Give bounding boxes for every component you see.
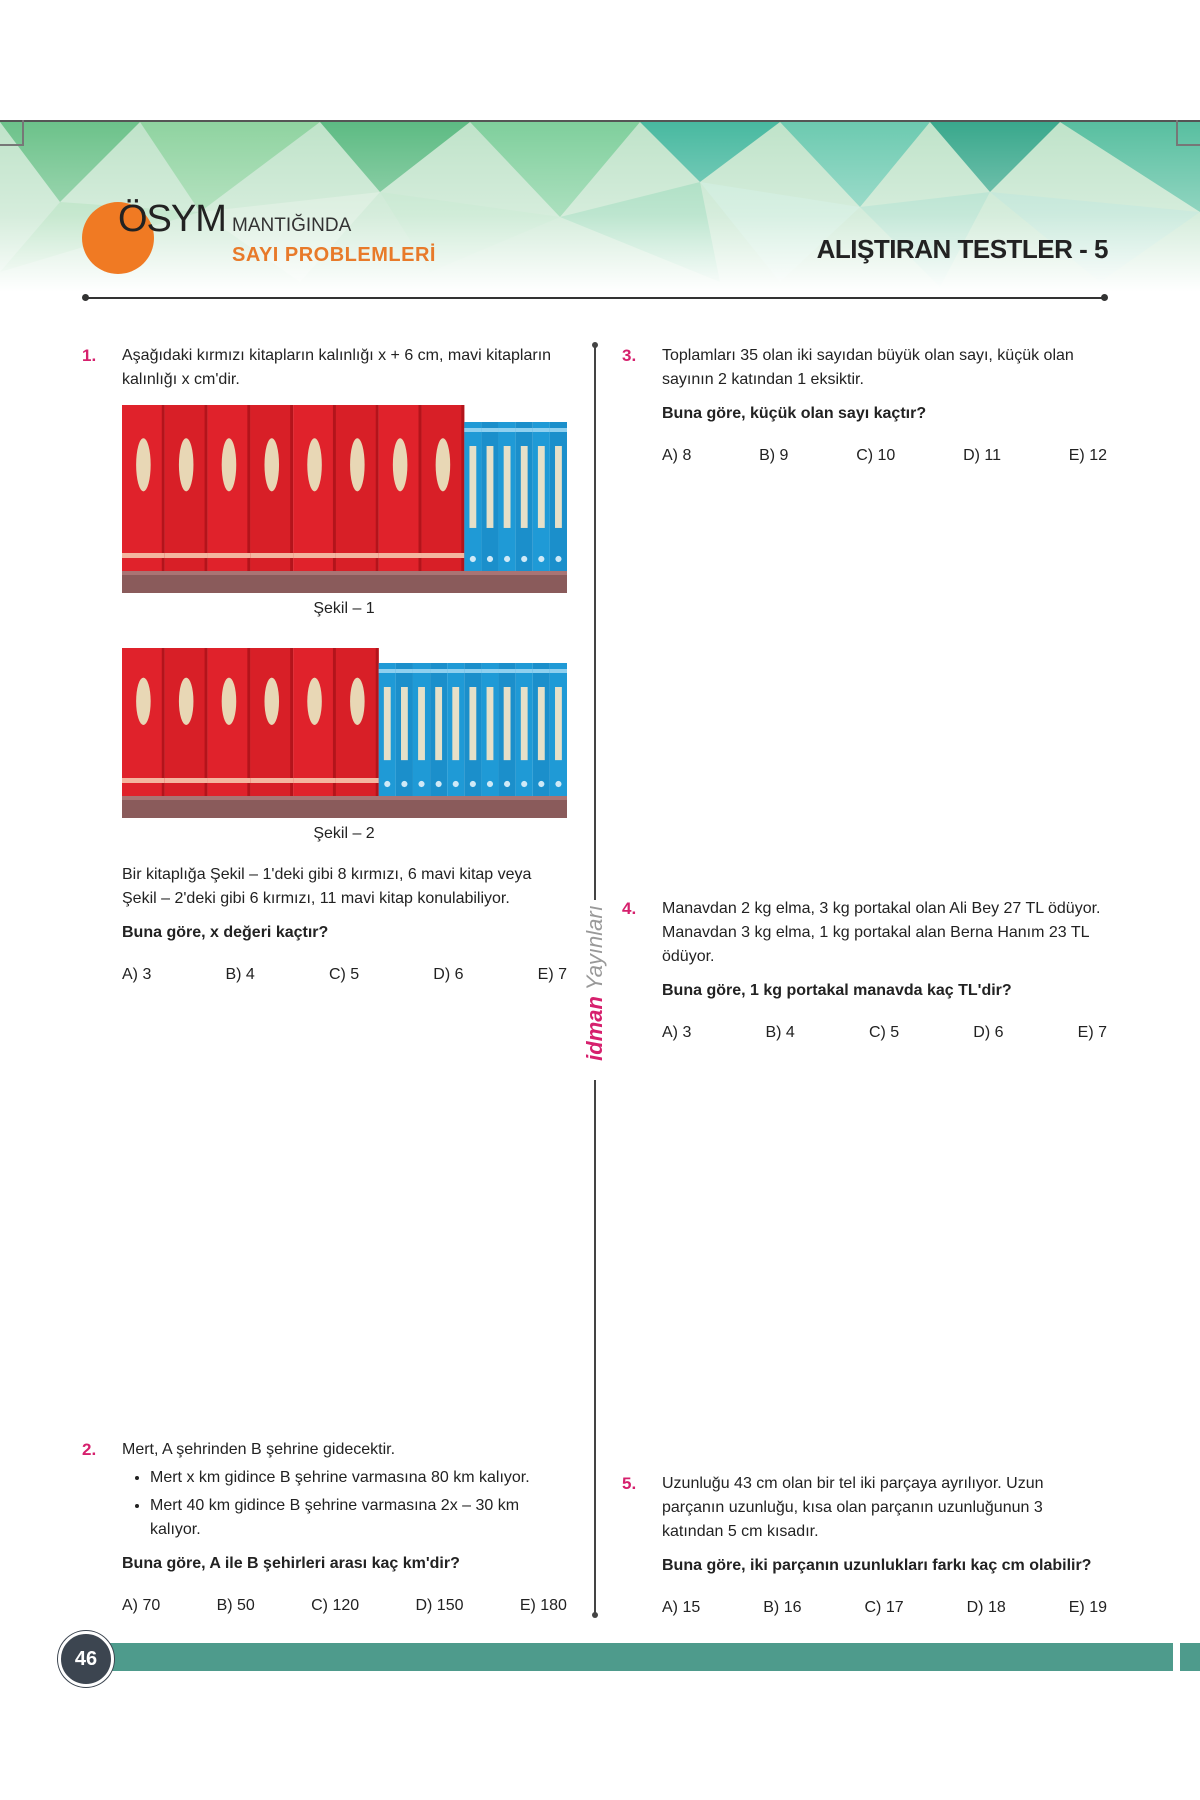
red-book-band — [250, 778, 293, 783]
blue-book-label — [521, 687, 528, 760]
test-title: ALIŞTIRAN TESTLER - 5 — [816, 234, 1108, 264]
blue-book-dot — [470, 781, 476, 787]
blue-book-dot — [470, 556, 476, 562]
choice-e[interactable]: E) 7 — [537, 966, 567, 983]
publisher-name-a: idman — [582, 996, 607, 1061]
red-book-edge — [419, 405, 422, 571]
red-book-edge — [205, 648, 208, 796]
blue-book-dot — [418, 781, 424, 787]
red-book-edge — [376, 405, 379, 571]
question-text: Mert, A şehrinden B şehrine gidecektir. — [122, 1441, 396, 1458]
red-book-band — [336, 778, 379, 783]
figure-1-bookshelf — [122, 405, 567, 593]
red-book-band — [336, 553, 379, 558]
choice-b[interactable]: B) 4 — [225, 966, 255, 983]
choice-d[interactable]: D) 6 — [433, 966, 464, 983]
logo-subtitle: MANTIĞINDA — [232, 215, 352, 236]
red-book-label — [222, 438, 237, 491]
red-book-band — [422, 553, 465, 558]
choice-a[interactable]: A) 3 — [122, 966, 152, 983]
blue-book-dot — [521, 556, 527, 562]
answer-choices — [122, 963, 567, 987]
blue-book-dot — [521, 781, 527, 787]
red-book-band — [122, 553, 165, 558]
publisher-name-b: Yayınları — [582, 905, 607, 991]
red-book-band — [250, 553, 293, 558]
question-text: Manavdan 2 kg elma, 3 kg portakal olan Ali Bey 27 TL ödüyor. Manavdan 3 kg elma, 1 kg portakal alan Berna Hanım 23 TL ödüyor. — [662, 900, 1101, 965]
blue-book-dot — [504, 556, 510, 562]
blue-book-top-band — [550, 428, 567, 432]
red-book-edge — [247, 648, 250, 796]
answer-choices — [122, 1594, 567, 1618]
red-book-band — [208, 553, 251, 558]
blue-book-label — [469, 687, 476, 760]
blue-book-top-band — [516, 669, 533, 673]
blue-book-top-band — [447, 669, 464, 673]
question-number: 1. — [82, 346, 97, 365]
red-book-edge — [247, 405, 250, 571]
question-5 — [622, 1472, 1107, 1620]
choice-d[interactable]: D) 18 — [966, 1599, 1006, 1616]
blue-book-label — [555, 687, 562, 760]
red-book-label — [179, 678, 194, 725]
figure-1-caption: Şekil – 1 — [313, 600, 375, 617]
red-book-label — [264, 438, 279, 491]
choice-b[interactable]: B) 50 — [216, 1597, 255, 1614]
question-1 — [82, 344, 567, 392]
bookshelf-board-edge — [122, 571, 567, 575]
footer-bar — [108, 1643, 1173, 1671]
red-book-band — [293, 778, 336, 783]
blue-book-dot — [555, 556, 561, 562]
red-book-edge — [162, 405, 165, 571]
red-book-edge — [333, 405, 336, 571]
red-book-label — [136, 438, 151, 491]
question-number: 5. — [622, 1474, 637, 1493]
blue-book-dot — [453, 781, 459, 787]
answer-choices — [662, 444, 1107, 468]
footer-bar-end — [1180, 1643, 1200, 1671]
red-book-edge — [461, 405, 464, 571]
blue-book-dot — [487, 781, 493, 787]
blue-book-top-band — [430, 669, 447, 673]
choice-e[interactable]: E) 12 — [1068, 447, 1107, 464]
choice-b[interactable]: B) 4 — [765, 1024, 795, 1041]
choice-c[interactable]: C) 5 — [328, 966, 360, 983]
question-ask: Buna göre, x değeri kaçtır? — [122, 924, 329, 941]
blue-book-label — [418, 687, 425, 760]
blue-book-label — [487, 687, 494, 760]
blue-book-label — [521, 446, 528, 528]
red-book-label — [350, 438, 365, 491]
choice-d[interactable]: D) 11 — [963, 447, 1001, 464]
blue-book-label — [469, 446, 476, 528]
blue-book-dot — [401, 781, 407, 787]
red-book-label — [136, 678, 151, 725]
red-book-edge — [333, 648, 336, 796]
blue-book-top-band — [533, 428, 550, 432]
bullet-item: • Mert x km gidince B şehrine varmasına 80 km kalıyor. — [150, 1466, 567, 1490]
header-divider — [85, 297, 1105, 299]
question-text: Aşağıdaki kırmızı kitapların kalınlığı x + 6 cm, mavi kitapların kalınlığı x cm'dir. — [122, 347, 552, 388]
choice-e[interactable]: E) 180 — [519, 1597, 567, 1614]
question-1-body — [122, 863, 567, 987]
red-book-edge — [162, 648, 165, 796]
question-number: 3. — [622, 346, 637, 365]
blue-book-label — [452, 687, 459, 760]
answer-choices — [662, 1596, 1107, 1620]
question-3 — [622, 344, 1107, 468]
publisher-watermark — [571, 900, 619, 1080]
red-book-label — [393, 438, 408, 491]
choice-c[interactable]: C) 10 — [856, 447, 896, 464]
red-book-edge — [290, 405, 293, 571]
question-number: 2. — [82, 1440, 97, 1459]
answer-choices — [662, 1021, 1107, 1045]
red-book-edge — [376, 648, 379, 796]
blue-book-top-band — [499, 428, 516, 432]
blue-book-top-band — [499, 669, 516, 673]
choice-d[interactable]: D) 6 — [973, 1024, 1004, 1041]
question-text: Toplamları 35 olan iki sayıdan büyük olan sayı, küçük olan sayının 2 katından 1 eksiktir. — [662, 347, 1074, 388]
blue-book-label — [538, 446, 545, 528]
blue-book-top-band — [481, 669, 498, 673]
choice-c[interactable]: C) 5 — [868, 1024, 900, 1041]
bullet-item: • Mert 40 km gidince B şehrine varmasına 2x – 30 km kalıyor. — [150, 1494, 567, 1542]
red-book-label — [307, 438, 322, 491]
question-ask: Buna göre, 1 kg portakal manavda kaç TL'dir? — [662, 982, 1012, 999]
blue-book-label — [504, 446, 511, 528]
question-text: Bir kitaplığa Şekil – 1'deki gibi 8 kırmızı, 6 mavi kitap veya Şekil – 2'deki gibi 6 kırmızı, 11 mavi kitap konulabiliyor. — [122, 866, 532, 907]
red-book-band — [379, 553, 422, 558]
choice-d[interactable]: D) 150 — [415, 1597, 464, 1614]
logo-series: SAYI PROBLEMLERİ — [232, 244, 436, 266]
question-bullets — [122, 1466, 567, 1542]
blue-book-dot — [538, 556, 544, 562]
red-book-band — [293, 553, 336, 558]
blue-book-label — [384, 687, 391, 760]
choice-b[interactable]: B) 16 — [763, 1599, 802, 1616]
choice-a[interactable]: A) 3 — [662, 1024, 692, 1041]
blue-book-top-band — [516, 428, 533, 432]
red-book-label — [436, 438, 451, 491]
red-book-band — [208, 778, 251, 783]
blue-book-label — [401, 687, 408, 760]
blue-book-top-band — [396, 669, 413, 673]
blue-book-top-band — [379, 669, 396, 673]
choice-b[interactable]: B) 9 — [759, 447, 789, 464]
choice-a[interactable]: A) 70 — [122, 1597, 161, 1614]
blue-book-label — [435, 687, 442, 760]
choice-c[interactable]: C) 120 — [311, 1597, 360, 1614]
bookshelf-board-edge — [122, 796, 567, 800]
blue-book-label — [555, 446, 562, 528]
choice-e[interactable]: E) 19 — [1068, 1599, 1107, 1616]
blue-book-dot — [504, 781, 510, 787]
blue-book-dot — [384, 781, 390, 787]
red-book-band — [165, 553, 208, 558]
question-number: 4. — [622, 899, 637, 918]
question-4 — [622, 897, 1107, 1045]
blue-book-top-band — [481, 428, 498, 432]
blue-book-top-band — [533, 669, 550, 673]
blue-book-label — [487, 446, 494, 528]
choice-a[interactable]: A) 15 — [662, 1599, 701, 1616]
figure-2-caption: Şekil – 2 — [313, 825, 375, 842]
red-book-label — [264, 678, 279, 725]
blue-book-dot — [538, 781, 544, 787]
logo-brand: ÖSYM — [118, 198, 226, 240]
question-text: Uzunluğu 43 cm olan bir tel iki parçaya ayrılıyor. Uzun parçanın uzunluğu, kısa olan parçanın uzunluğunun 3 katından 5 cm kısadır. — [662, 1475, 1044, 1540]
red-book-label — [179, 438, 194, 491]
blue-book-dot — [487, 556, 493, 562]
question-2 — [82, 1438, 567, 1618]
red-book-label — [307, 678, 322, 725]
blue-book-label — [504, 687, 511, 760]
page-number: 46 — [58, 1631, 114, 1687]
blue-book-top-band — [464, 428, 481, 432]
question-ask: Buna göre, iki parçanın uzunlukları farkı kaç cm olabilir? — [662, 1557, 1092, 1574]
red-book-edge — [290, 648, 293, 796]
choice-a[interactable]: A) 8 — [662, 447, 692, 464]
choice-c[interactable]: C) 17 — [864, 1599, 904, 1616]
blue-book-dot — [555, 781, 561, 787]
red-book-edge — [205, 405, 208, 571]
blue-book-top-band — [464, 669, 481, 673]
red-book-band — [165, 778, 208, 783]
blue-book-top-band — [413, 669, 430, 673]
blue-book-dot — [436, 781, 442, 787]
question-ask: Buna göre, küçük olan sayı kaçtır? — [662, 405, 927, 422]
blue-book-top-band — [550, 669, 567, 673]
crop-mark-left — [0, 120, 24, 146]
figure-2-bookshelf — [122, 648, 567, 818]
red-book-label — [222, 678, 237, 725]
choice-e[interactable]: E) 7 — [1077, 1024, 1107, 1041]
crop-mark-right — [1176, 120, 1200, 146]
question-ask: Buna göre, A ile B şehirleri arası kaç km'dir? — [122, 1555, 460, 1572]
red-book-band — [122, 778, 165, 783]
blue-book-label — [538, 687, 545, 760]
red-book-label — [350, 678, 365, 725]
